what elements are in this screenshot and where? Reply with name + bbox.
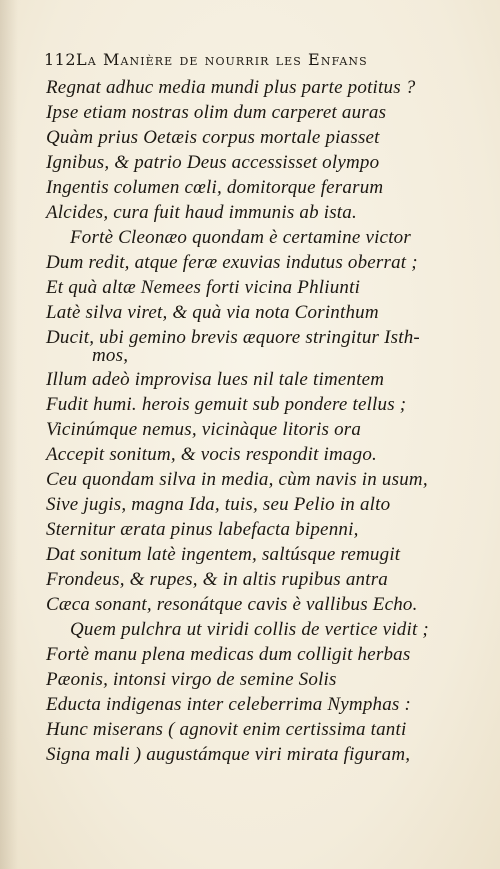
verse-line: Cæca sonant, resonátque cavis è vallibus Echo. bbox=[46, 594, 418, 615]
verse-line: Ingentis columen cœli, domitorque ferarum bbox=[46, 177, 384, 198]
verse-line: Latè silva viret, & quà via nota Corinthum bbox=[46, 302, 379, 323]
verse-line: Fudit humi. herois gemuit sub pondere tellus ; bbox=[46, 394, 407, 415]
running-title: La Manière de nourrir les Enfans bbox=[76, 50, 368, 69]
verse-line: Vicinúmque nemus, vicinàque litoris ora bbox=[46, 419, 362, 440]
verse-line: Regnat adhuc media mundi plus parte potitus ? bbox=[46, 77, 416, 98]
verse-line: Accepit sonitum, & vocis respondit imago. bbox=[46, 444, 377, 465]
verse-line: Hunc miserans ( agnovit enim certissima tanti bbox=[46, 719, 407, 740]
verse-line: Sternitur ærata pinus labefacta bipenni, bbox=[46, 519, 359, 540]
verse-line: Alcides, cura fuit haud immunis ab ista. bbox=[46, 202, 357, 223]
verse-line: Fortè Cleonæo quondam è certamine victor bbox=[70, 227, 411, 248]
verse-line: Ignibus, & patrio Deus accessisset olympo bbox=[46, 152, 380, 173]
verse-line: Signa mali ) augustámque viri mirata figuram, bbox=[46, 744, 411, 765]
verse-line: Sive jugis, magna Ida, tuis, seu Pelio in alto bbox=[46, 494, 391, 515]
verse-line: Dum redit, atque feræ exuvias indutus oberrat ; bbox=[46, 252, 418, 273]
verse-line: Fortè manu plena medicas dum colligit herbas bbox=[46, 644, 411, 665]
verse-line: mos, bbox=[92, 345, 129, 366]
verse-line: Quem pulchra ut viridi collis de vertice vidit ; bbox=[70, 619, 429, 640]
verse-line: Ipse etiam nostras olim dum carperet auras bbox=[46, 102, 387, 123]
verse-line: Educta indigenas inter celeberrima Nymphas : bbox=[46, 694, 411, 715]
page-number: 112 bbox=[44, 50, 77, 69]
verse-line: Frondeus, & rupes, & in altis rupibus antra bbox=[46, 569, 388, 590]
verse-line: Ceu quondam silva in media, cùm navis in usum, bbox=[46, 469, 428, 490]
verse-line: Illum adeò improvisa lues nil tale timentem bbox=[46, 369, 385, 390]
verse-line: Pæonis, intonsi virgo de semine Solis bbox=[46, 669, 337, 690]
verse-line: Quàm prius Oetæis corpus mortale piasset bbox=[46, 127, 380, 148]
verse-line: Et quà altæ Nemees forti vicina Phliunti bbox=[46, 277, 361, 298]
verse-line: Ducit, ubi gemino brevis æquore stringitur Isth- bbox=[46, 327, 420, 348]
verse-line: Dat sonitum latè ingentem, saltúsque remugit bbox=[46, 544, 401, 565]
